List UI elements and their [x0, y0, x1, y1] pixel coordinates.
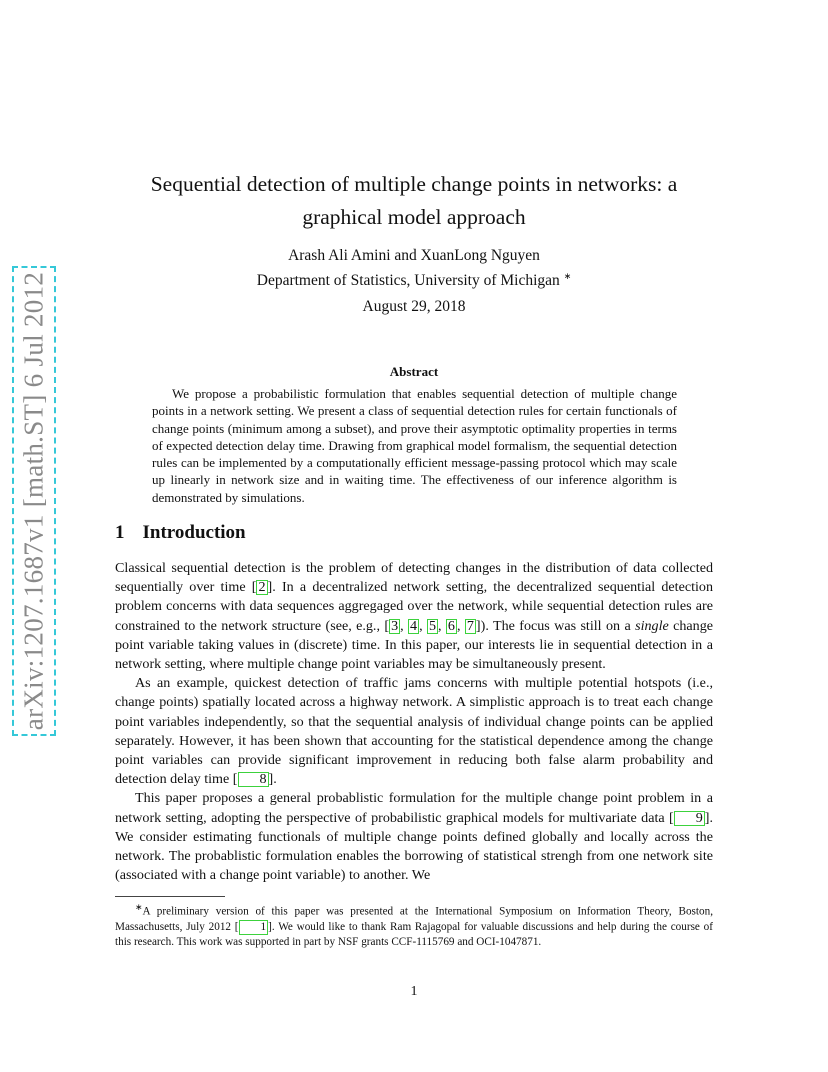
- section-number: 1: [115, 522, 125, 543]
- text-run: . We would like to thank Ram Rajagopal for valuable discussions and help during the course of this research. This work was supported in part by NSF grants CCF-1115769 and OCI-1047871.: [115, 920, 713, 949]
- authors: Arash Ali Amini and XuanLong Nguyen: [288, 247, 540, 264]
- intro-paragraph-2: As an example, quickest detection of traffic jams concerns with multiple potential hotspots (i.e., change points) spatially located across a highway network. A simplistic approach is to treat each change point variables independently, so that the sequential analysis of individual change points can be applied separately. However, it has been shown that accounting for the statistical dependence among the change point variables can provide significant improvement in reducing both false alarm probability and detection delay time [ 8 ].: [115, 675, 713, 788]
- text-run: . In a decentralized network setting, the decentralized sequential detection problem concerns with data sequences aggregaged over the network, while sequential detection rules are constrained to the network structure (see, e.g.,: [115, 579, 714, 634]
- arxiv-stamp: [12, 266, 56, 736]
- abstract-heading: Abstract: [389, 364, 439, 379]
- text-run: This paper proposes a general probablistic formulation for the multiple change point problem in a network setting, adopting the perspective of probabilistic graphical models for multivariate data: [115, 790, 713, 826]
- citation-link[interactable]: 3: [391, 617, 399, 634]
- section-heading: [115, 522, 246, 544]
- paper-date: August 29, 2018: [362, 298, 466, 315]
- citation-link[interactable]: 6: [447, 617, 455, 634]
- text-run: Classical sequential detection is the problem of detecting changes in the distribution of data collected sequentially over time: [115, 560, 713, 596]
- text-run: As an example, quickest detection of traffic jams concerns with multiple potential hotspots (i.e., change points) spatially located across a highway network. A simplistic approach is to treat each change point variables independently, so that the sequential analysis of individual change points can be applied separately. However, it has been shown that accounting for the statistical dependence among the change point variables can provide significant improvement in reducing both false alarm probability and detection delay time: [115, 675, 713, 788]
- citation-link[interactable]: 1: [239, 920, 269, 935]
- footnote-divider: [115, 896, 225, 897]
- text-run: A preliminary version of this paper was presented at the International Symposium on Information Theory, Boston, Massachusetts, July 2012: [115, 905, 713, 933]
- text-run: change point variable taking values in (discrete) time. In this paper, our interests lie in sequential detection in a network setting, where multiple change point variables may be simultaneously present.: [115, 617, 714, 673]
- text-run: . We consider estimating functionals of multiple change points defined globally and locally across the network. The probablistic formulation enables the borrowing of statistical strengh from one network site (associated with a change point variable) to another. We: [115, 809, 713, 884]
- citation-link[interactable]: 2: [258, 579, 266, 596]
- intro-paragraph-1: Classical sequential detection is the problem of detecting changes in the distribution of data collected sequentially over time [ 2 ]. In a decentralized network setting, the decentralized sequential detection problem concerns with data sequences aggregaged over the network, while sequential detection rules are constrained to the network structure (see, e.g., [ 3 , 4 , 5 , 6 , 7 ]). The focus was still on a single change point variable taking values in (discrete) time. In this paper, our interests lie in sequential detection in a network setting, where multiple change point variables may be simultaneously present.: [115, 560, 714, 673]
- citation-link[interactable]: 7: [466, 617, 474, 634]
- citation-link[interactable]: 4: [410, 617, 418, 634]
- affiliation-footnote-mark[interactable]: ∗: [563, 271, 572, 281]
- citation-link[interactable]: 5: [428, 617, 437, 634]
- text-run: .: [273, 771, 277, 788]
- citation-link[interactable]: 8: [238, 772, 269, 787]
- intro-paragraph-3: This paper proposes a general probablistic formulation for the multiple change point problem in a network setting, adopting the perspective of probabilistic graphical models for multivariate data [ 9 ]. We consider estimating functionals of multiple change points defined globally and locally across the network. The probablistic formulation enables the borrowing of statistical strengh from one network site (associated with a change point variable) to another. We: [115, 790, 713, 884]
- arxiv-stamp-text: arXiv:1207.1687v1 [math.ST] 6 Jul 2012: [18, 271, 49, 731]
- emphasis: single: [635, 617, 669, 634]
- text-run: ). The focus was still on a: [480, 617, 636, 634]
- citation-link[interactable]: 9: [674, 811, 705, 826]
- section-title: Introduction: [142, 522, 246, 543]
- footnote-mark: ∗: [135, 902, 143, 912]
- paper-title: Sequential detection of multiple change points in networks: a graphical model approach: [150, 172, 678, 229]
- affiliation: Department of Statistics, University of Michigan: [256, 272, 560, 290]
- abstract-text: We propose a probabilistic formulation that enables sequential detection of multiple change points in a network setting. We present a class of sequential detection rules for certain functionals of change points (minimum among a subset), and prove their asymptotic optimality properties in terms of expected detection delay time. Drawing from graphical model formalism, the sequential detection rules can be implemented by a computationally efficient message-passing protocol which may scale up linearly in network size and in waiting time. The effectiveness of our inference algorithm is demonstrated by simulations.: [152, 386, 677, 505]
- footnote: ∗A preliminary version of this paper was presented at the International Symposium on Information Theory, Boston, Massachusetts, July 2012 [ 1 ]. We would like to thank Ram Rajagopal for valuable discussions and help during the course of this research. This work was supported in part by NSF grants CCF-1115769 and OCI-1047871.: [115, 902, 713, 949]
- page-number: 1: [410, 984, 418, 999]
- introduction-body: [115, 559, 713, 885]
- author-block: [115, 246, 713, 291]
- affiliation-line: [115, 266, 713, 291]
